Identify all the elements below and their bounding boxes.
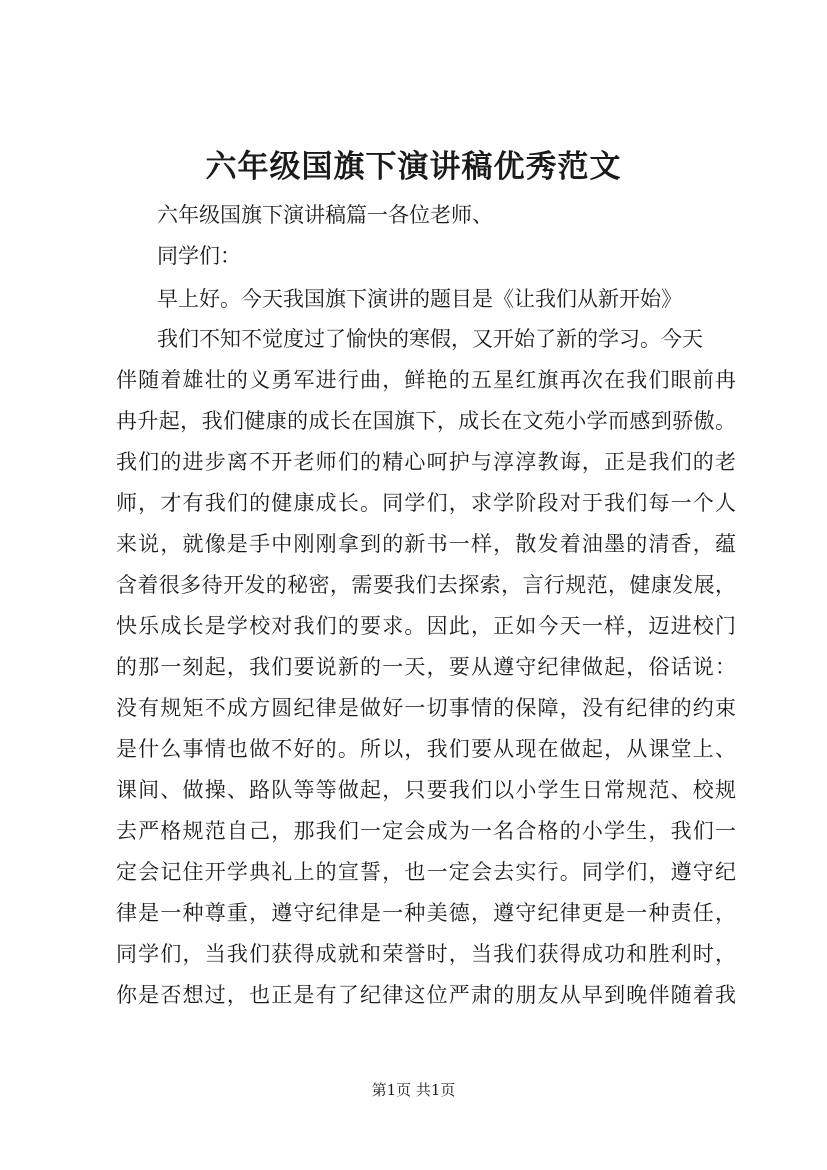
body-line: 师，才有我们的健康成长。同学们，求学阶段对于我们每一个人 [116, 491, 736, 515]
body-line: 你是否想过，也正是有了纪律这位严肃的朋友从早到晚伴随着我 [116, 983, 736, 1007]
body-line: 我们不知不觉度过了愉快的寒假，又开始了新的学习。今天 [157, 327, 703, 351]
body-line: 冉升起，我们健康的成长在国旗下，成长在文苑小学而感到骄傲。 [116, 409, 736, 433]
body-line: 律是一种尊重，遵守纪律是一种美德，遵守纪律更是一种责任， [116, 901, 736, 925]
body-line: 定会记住开学典礼上的宣誓，也一定会去实行。同学们，遵守纪 [116, 860, 736, 884]
body-line: 伴随着雄壮的义勇军进行曲，鲜艳的五星红旗再次在我们眼前冉 [116, 368, 736, 392]
body-line: 课间、做操、路队等等做起，只要我们以小学生日常规范、校规 [116, 778, 736, 802]
body-line: 我们的进步离不开老师们的精心呵护与淳淳教诲，正是我们的老 [116, 450, 736, 474]
body-line: 是什么事情也做不好的。所以，我们要从现在做起，从课堂上、 [116, 737, 736, 761]
body-line: 同学们，当我们获得成就和荣誉时，当我们获得成功和胜利时， [116, 942, 736, 966]
body-line: 含着很多待开发的秘密，需要我们去探索，言行规范，健康发展， [116, 573, 736, 597]
paragraph-intro: 早上好。今天我国旗下演讲的题目是《让我们从新开始》 [157, 287, 682, 311]
page-footer: 第1页 共1页 [371, 1081, 456, 1099]
body-line: 来说，就像是手中刚刚拿到的新书一样，散发着油墨的清香，蕴 [116, 532, 736, 556]
body-line: 快乐成长是学校对我们的要求。因此，正如今天一样，迈进校门 [116, 614, 736, 638]
document-title: 六年级国旗下演讲稿优秀范文 [205, 149, 622, 185]
body-line: 没有规矩不成方圆纪律是做好一切事情的保障，没有纪律的约束 [116, 696, 736, 720]
body-line: 的那一刻起，我们要说新的一天，要从遵守纪律做起，俗话说： [116, 655, 736, 679]
body-line: 去严格规范自己，那我们一定会成为一名合格的小学生，我们一 [116, 819, 736, 843]
paragraph-heading: 六年级国旗下演讲稿篇一各位老师、 [157, 203, 493, 227]
paragraph-greeting: 同学们： [157, 244, 241, 268]
